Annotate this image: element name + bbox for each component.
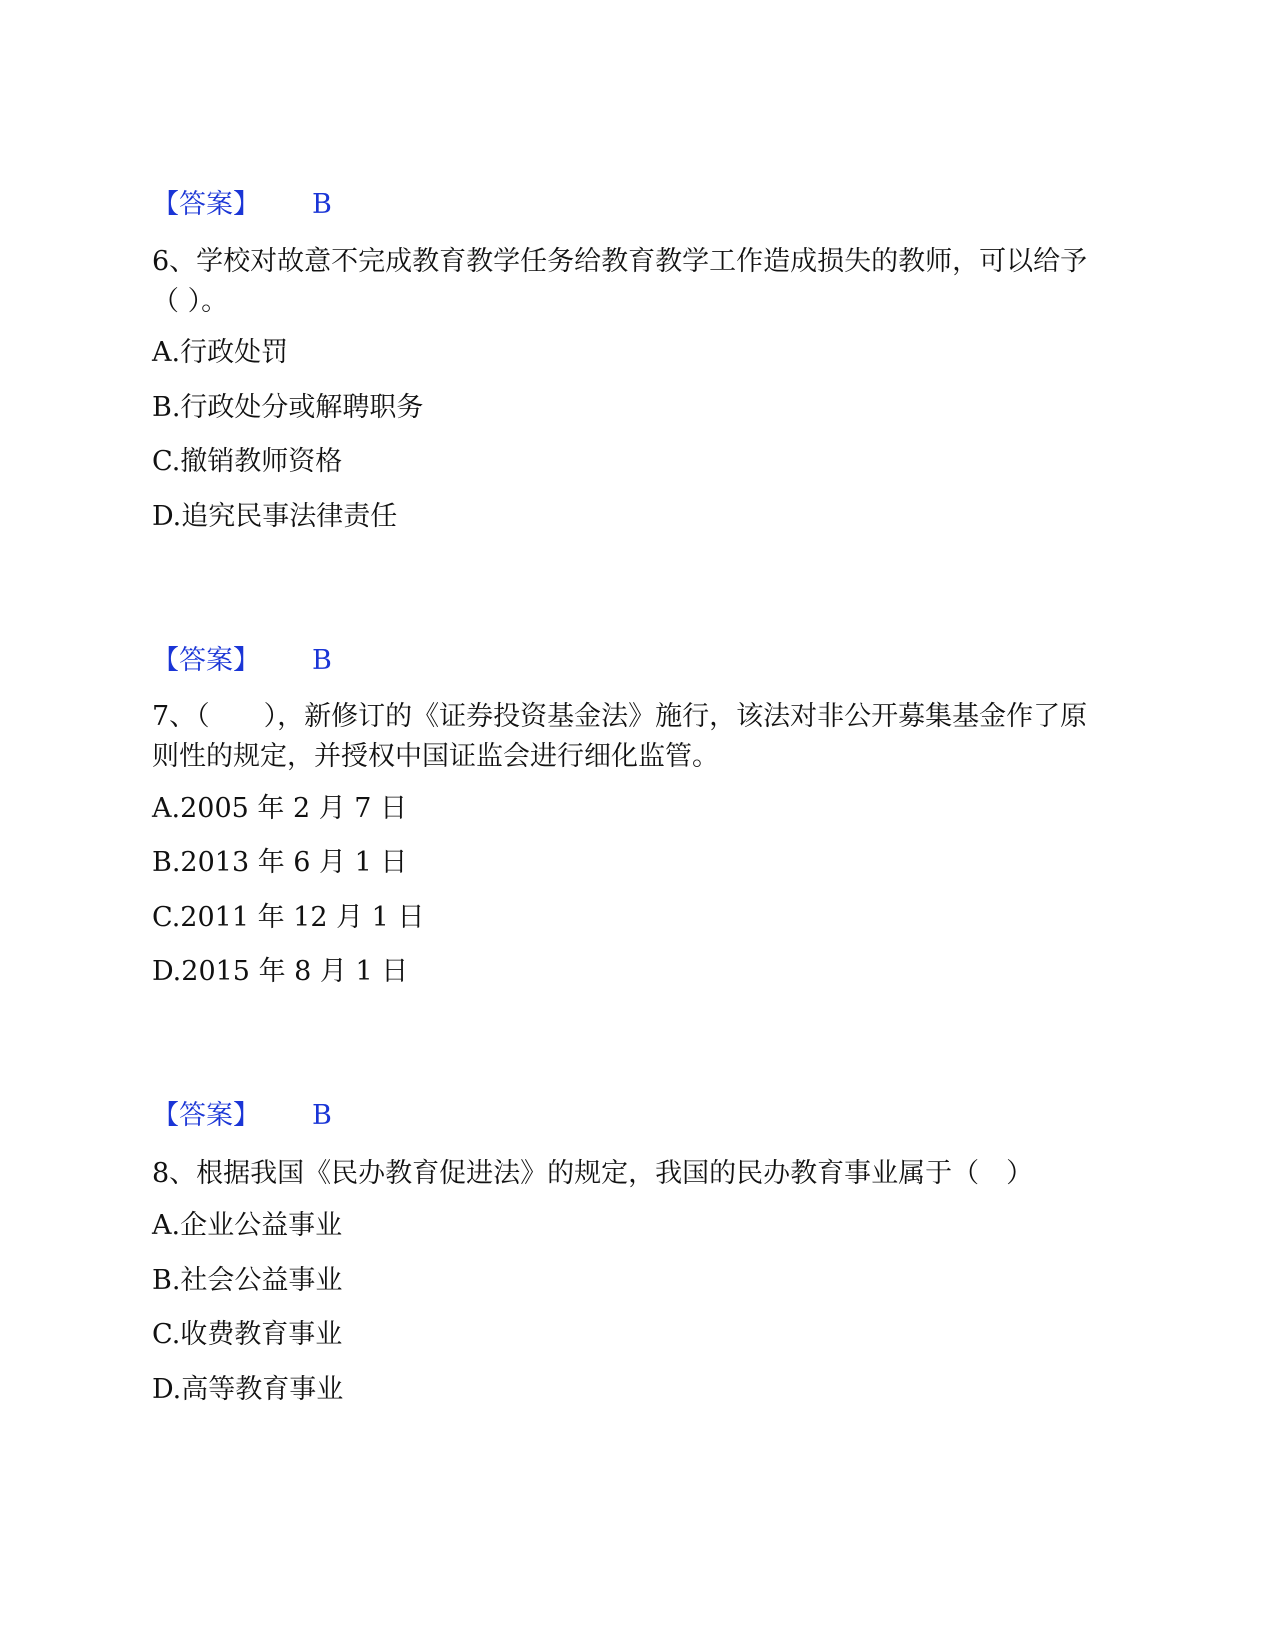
option-d: D.高等教育事业	[152, 1374, 344, 1405]
option-a: A.2005 年 2 月 7 日	[152, 793, 408, 824]
option-c: C.2011 年 12 月 1 日	[152, 902, 425, 933]
option-b: B.社会公益事业	[152, 1265, 343, 1296]
option-d: D.2015 年 8 月 1 日	[152, 956, 409, 987]
option-a: A.行政处罚	[152, 337, 289, 368]
answer-label: 【答案】	[152, 189, 260, 220]
option-b: B.行政处分或解聘职务	[152, 392, 424, 423]
question-text: 7、（ ），新修订的《证券投资基金法》施行，该法对非公开募集基金作了原则性的规定，并授权中国证监会进行细化监管。	[152, 701, 1088, 772]
answer-value: B	[312, 645, 332, 676]
question-text: 8、根据我国《民办教育促进法》的规定，我国的民办教育事业属于（ ）	[152, 1158, 1034, 1189]
answer-label: 【答案】	[152, 645, 260, 676]
answer-line	[152, 1099, 332, 1133]
question-text: 6、学校对故意不完成教育教学任务给教育教学工作造成损失的教师，可以给予（ ）。	[152, 246, 1088, 317]
answer-line	[152, 644, 332, 678]
option-b: B.2013 年 6 月 1 日	[152, 847, 408, 878]
answer-line	[152, 188, 332, 222]
option-c: C.收费教育事业	[152, 1319, 343, 1350]
option-c: C.撤销教师资格	[152, 446, 343, 477]
answer-label: 【答案】	[152, 1100, 260, 1131]
option-d: D.追究民事法律责任	[152, 501, 398, 532]
answer-value: B	[312, 1100, 332, 1131]
answer-value: B	[312, 189, 332, 220]
option-a: A.企业公益事业	[152, 1210, 343, 1241]
